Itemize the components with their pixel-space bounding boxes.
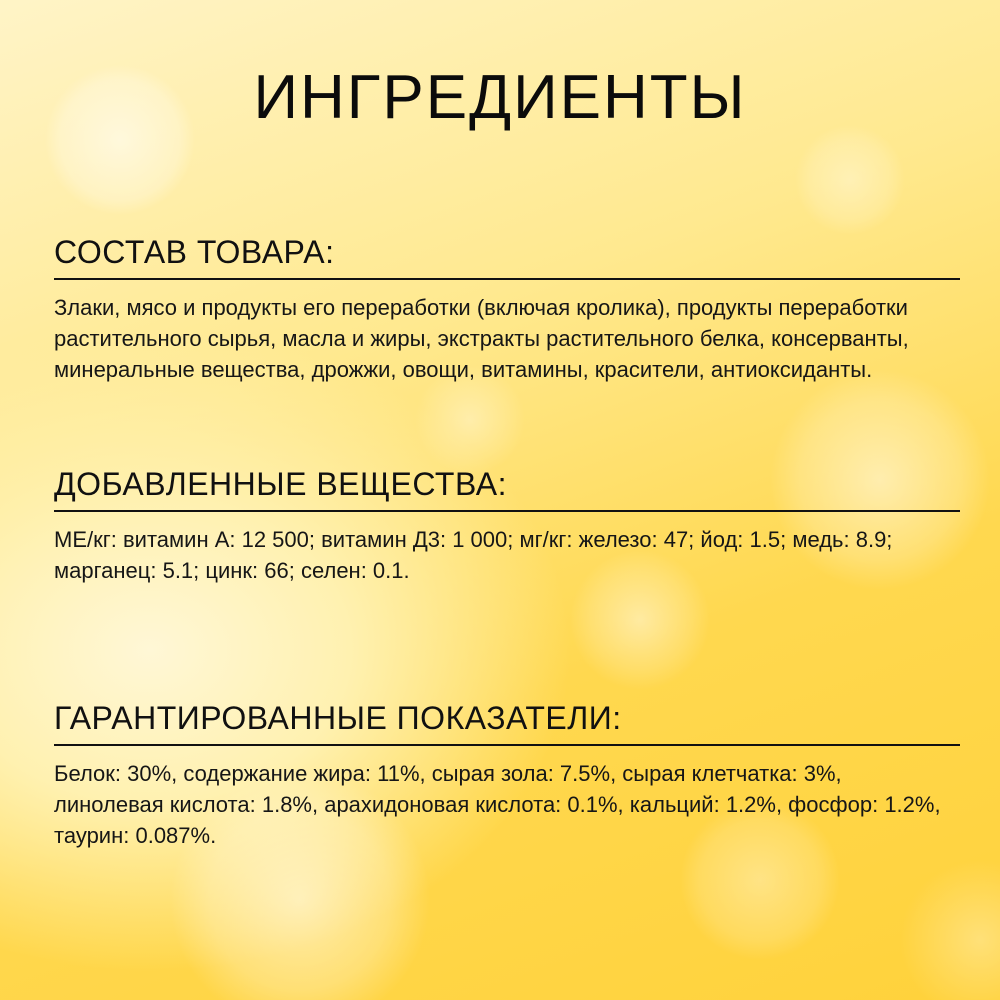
page-title: ИНГРЕДИЕНТЫ xyxy=(253,63,747,132)
additives-text: МЕ/кг: витамин А: 12 500; витамин Д3: 1 000; мг/кг: железо: 47; йод: 1.5; медь: 8.9; марганец: 5.1; цинк: 66; селен: 0.1. xyxy=(54,526,893,583)
composition-heading: СОСТАВ ТОВАРА: xyxy=(54,236,960,280)
guaranteed-heading: ГАРАНТИРОВАННЫЕ ПОКАЗАТЕЛИ: xyxy=(54,702,960,746)
guaranteed-section xyxy=(54,702,960,851)
composition-section xyxy=(54,236,960,385)
composition-text: Злаки, мясо и продукты его переработки (включая кролика), продукты переработки растительного сырья, масла и жиры, экстракты растительного белка, консерванты, минеральные вещества, дрожжи, овощи, витамины, красители, антиоксиданты. xyxy=(54,294,909,382)
additives-heading: ДОБАВЛЕННЫЕ ВЕЩЕСТВА: xyxy=(54,468,960,512)
guaranteed-text: Белок: 30%, содержание жира: 11%, сырая зола: 7.5%, сырая клетчатка: 3%, линолевая кислота: 1.8%, арахидоновая кислота: 0.1%, кальций: 1.2%, фосфор: 1.2%, таурин: 0.087%. xyxy=(54,760,941,848)
additives-section xyxy=(54,468,960,586)
